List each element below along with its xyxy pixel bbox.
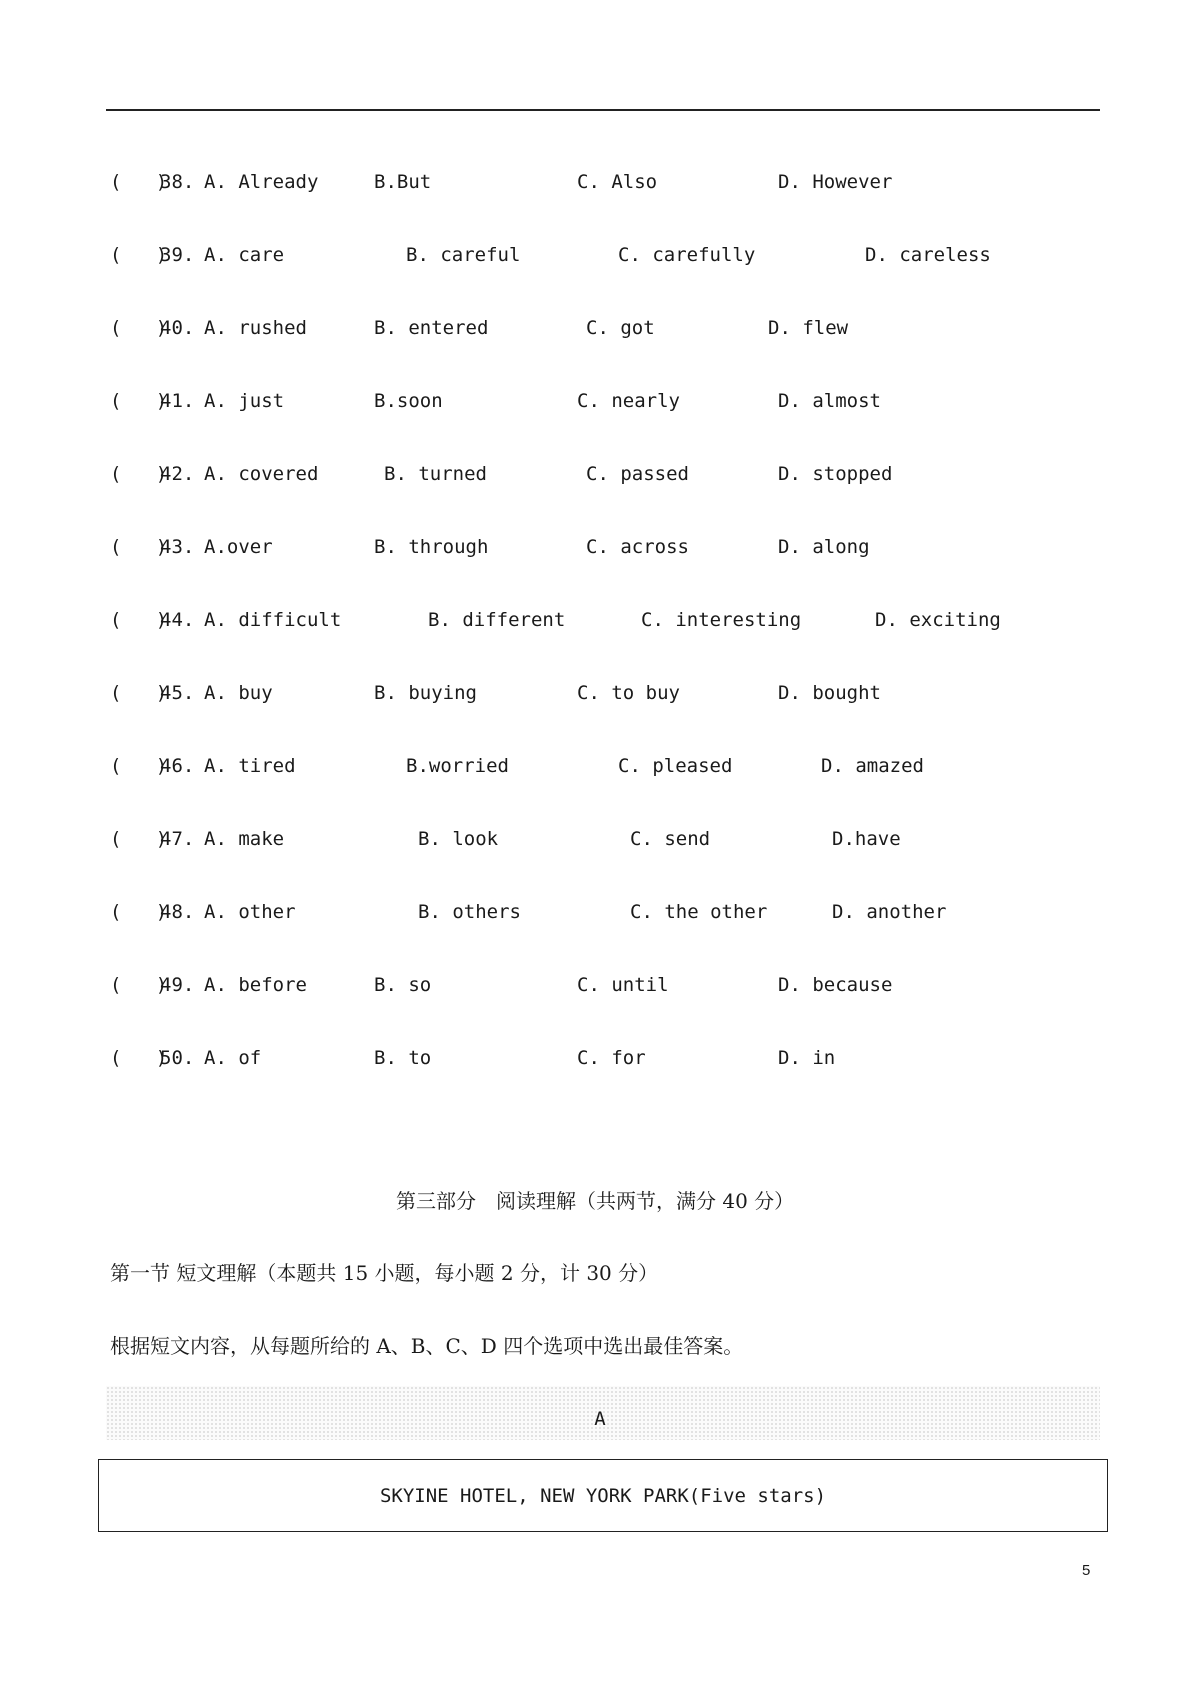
question-row <box>0 386 1200 416</box>
option-b: B. look <box>418 828 499 850</box>
option-c: C. send <box>630 828 711 850</box>
option-b: B. others <box>418 901 521 923</box>
option-b: B. careful <box>406 244 521 266</box>
question-row <box>0 751 1200 781</box>
option-c: C. to buy <box>577 682 680 704</box>
option-a: A. other <box>204 901 296 923</box>
answer-blank: ( ) <box>110 609 168 631</box>
part3-title: 第三部分 阅读理解（共两节，满分 40 分） <box>396 1189 795 1213</box>
option-c: C. the other <box>630 901 768 923</box>
answer-blank: ( ) <box>110 828 168 850</box>
option-a: A. buy <box>204 682 273 704</box>
option-a: A. rushed <box>204 317 307 339</box>
option-b: B. entered <box>374 317 489 339</box>
option-c: C. interesting <box>641 609 802 631</box>
option-c: C. across <box>586 536 689 558</box>
question-number: 39. <box>160 244 195 266</box>
page-number: 5 <box>1082 1562 1091 1579</box>
option-d: D.have <box>832 828 901 850</box>
passage-letter: A <box>594 1408 606 1430</box>
answer-blank: ( ) <box>110 901 168 923</box>
instruction-text: 根据短文内容，从每题所给的 A、B、C、D 四个选项中选出最佳答案。 <box>110 1334 744 1358</box>
answer-blank: ( ) <box>110 244 168 266</box>
option-b: B. to <box>374 1047 432 1069</box>
question-number: 47. <box>160 828 195 850</box>
option-a: A.over <box>204 536 273 558</box>
option-d: D. exciting <box>875 609 1001 631</box>
option-c: C. until <box>577 974 669 996</box>
question-row <box>0 167 1200 197</box>
option-c: C. got <box>586 317 655 339</box>
option-a: A. Already <box>204 171 319 193</box>
question-number: 42. <box>160 463 195 485</box>
option-d: D. along <box>778 536 870 558</box>
question-row <box>0 532 1200 562</box>
question-row <box>0 605 1200 635</box>
answer-blank: ( ) <box>110 755 168 777</box>
question-row <box>0 897 1200 927</box>
answer-blank: ( ) <box>110 974 168 996</box>
answer-blank: ( ) <box>110 536 168 558</box>
question-number: 44. <box>160 609 195 631</box>
question-number: 38. <box>160 171 195 193</box>
option-c: C. nearly <box>577 390 680 412</box>
answer-blank: ( ) <box>110 390 168 412</box>
option-b: B.worried <box>406 755 509 777</box>
option-b: B.soon <box>374 390 443 412</box>
option-b: B.But <box>374 171 432 193</box>
answer-blank: ( ) <box>110 317 168 339</box>
option-c: C. for <box>577 1047 646 1069</box>
option-a: A. covered <box>204 463 319 485</box>
header-rule <box>106 109 1100 111</box>
option-b: B. through <box>374 536 489 558</box>
option-d: D. flew <box>768 317 849 339</box>
question-number: 46. <box>160 755 195 777</box>
option-a: A. difficult <box>204 609 342 631</box>
option-d: D. because <box>778 974 893 996</box>
question-number: 40. <box>160 317 195 339</box>
option-a: A. care <box>204 244 285 266</box>
option-c: C. pleased <box>618 755 733 777</box>
option-c: C. carefully <box>618 244 756 266</box>
hotel-title: SKYINE HOTEL, NEW YORK PARK(Five stars) <box>379 1484 827 1507</box>
question-row <box>0 824 1200 854</box>
option-d: D. amazed <box>821 755 924 777</box>
option-d: D. in <box>778 1047 836 1069</box>
answer-blank: ( ) <box>110 682 168 704</box>
option-b: B. turned <box>384 463 487 485</box>
option-d: D. However <box>778 171 893 193</box>
question-row <box>0 240 1200 270</box>
option-c: C. Also <box>577 171 658 193</box>
option-b: B. so <box>374 974 432 996</box>
option-a: A. make <box>204 828 285 850</box>
option-a: A. before <box>204 974 307 996</box>
question-row <box>0 459 1200 489</box>
section1-heading: 第一节 短文理解（本题共 15 小题，每小题 2 分，计 30 分） <box>110 1261 659 1285</box>
option-d: D. careless <box>865 244 991 266</box>
answer-blank: ( ) <box>110 171 168 193</box>
option-b: B. different <box>428 609 566 631</box>
option-b: B. buying <box>374 682 477 704</box>
question-number: 49. <box>160 974 195 996</box>
option-a: A. tired <box>204 755 296 777</box>
answer-blank: ( ) <box>110 1047 168 1069</box>
option-d: D. bought <box>778 682 881 704</box>
question-number: 41. <box>160 390 195 412</box>
option-a: A. just <box>204 390 285 412</box>
option-d: D. almost <box>778 390 881 412</box>
question-number: 48. <box>160 901 195 923</box>
answer-blank: ( ) <box>110 463 168 485</box>
hotel-ad-box <box>98 1459 1108 1532</box>
question-number: 45. <box>160 682 195 704</box>
question-number: 43. <box>160 536 195 558</box>
question-row <box>0 1043 1200 1073</box>
question-number: 50. <box>160 1047 195 1069</box>
option-d: D. another <box>832 901 947 923</box>
option-c: C. passed <box>586 463 689 485</box>
option-d: D. stopped <box>778 463 893 485</box>
question-row <box>0 313 1200 343</box>
option-a: A. of <box>204 1047 262 1069</box>
question-row <box>0 678 1200 708</box>
question-row <box>0 970 1200 1000</box>
